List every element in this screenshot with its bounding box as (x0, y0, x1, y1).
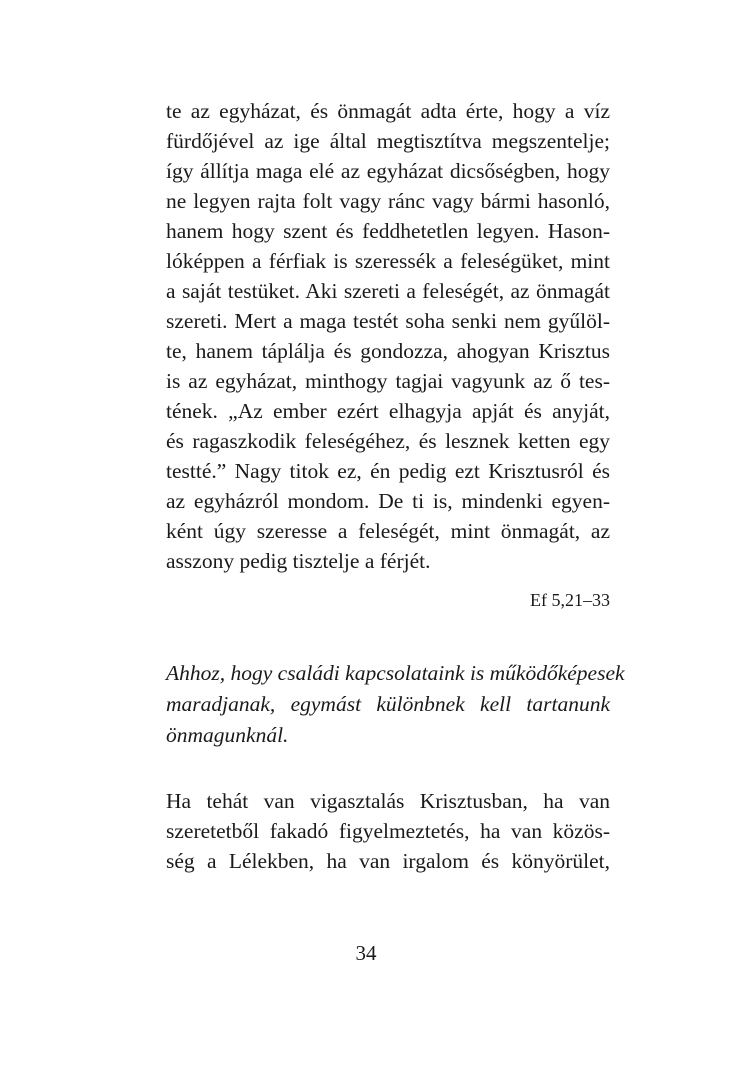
quote-line: így állítja maga elé az egyházat dicsőségben, hogy (166, 159, 610, 183)
quote-line: hanem hogy szent és feddhetetlen legyen. Hason- (166, 219, 610, 243)
quote-line: te, hanem táplálja és gondozza, ahogyan Krisztus (166, 339, 610, 363)
reflection-line: önmagunknál. (166, 723, 289, 747)
continuation-line: szeretetből fakadó figyelmeztetés, ha van közös- (166, 819, 610, 843)
continuation-line: Ha tehát van vigasztalás Krisztusban, ha van (166, 789, 610, 813)
quote-line: testté.” Nagy titok ez, én pedig ezt Krisztusról és (166, 459, 610, 483)
quote-line: lóképpen a férfiak is szeressék a feleségüket, mint (166, 249, 610, 273)
quote-line: fürdőjével az ige által megtisztítva megszentelje; (166, 129, 610, 153)
quote-line: ne legyen rajta folt vagy ránc vagy bármi hasonló, (166, 189, 610, 213)
reflection-line: maradjanak, egymást különbnek kell tartanunk (166, 692, 610, 716)
quote-line: asszony pedig tisztelje a férjét. (166, 549, 431, 573)
bible-reference: Ef 5,21–33 (530, 590, 610, 610)
continuation-line: ség a Lélekben, ha van irgalom és könyörület, (166, 849, 610, 873)
quote-line: te az egyházat, és önmagát adta érte, hogy a víz (166, 99, 610, 123)
quote-line: és ragaszkodik feleségéhez, és lesznek ketten egy (166, 429, 610, 453)
quote-line: szereti. Mert a maga testét soha senki nem gyűlöl- (166, 309, 610, 333)
quote-line: ként úgy szeresse a feleségét, mint önmagát, az (166, 519, 610, 543)
quote-line: is az egyházat, minthogy tagjai vagyunk az ő tes- (166, 369, 610, 393)
quote-line: tének. „Az ember ezért elhagyja apját és anyját, (166, 399, 610, 423)
page-number: 34 (355, 941, 377, 965)
quote-line: az egyházról mondom. De ti is, mindenki egyen- (166, 489, 610, 513)
quote-line: a saját testüket. Aki szereti a feleségét, az önmagát (166, 279, 610, 303)
reflection-line: Ahhoz, hogy családi kapcsolataink is működőképesek (166, 661, 625, 685)
